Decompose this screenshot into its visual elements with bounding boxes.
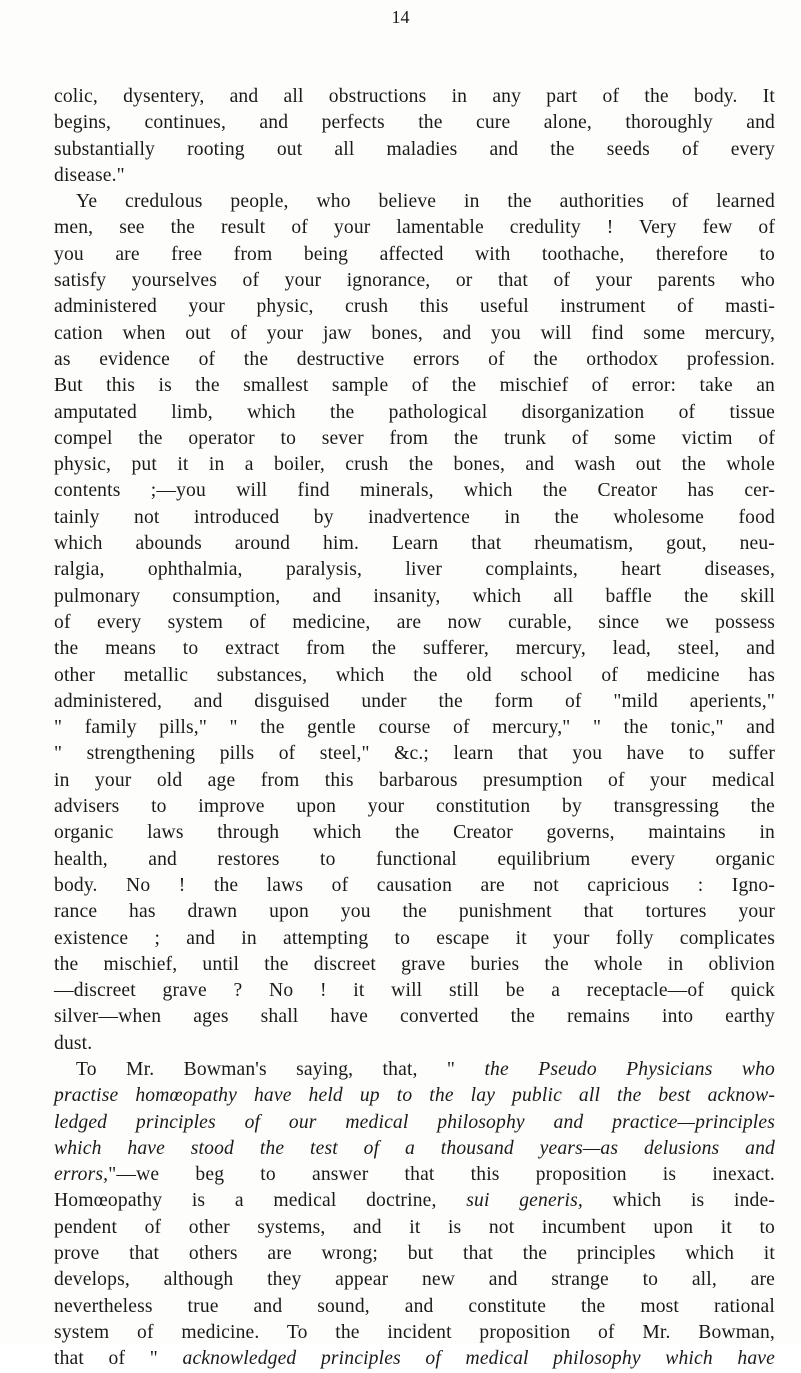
text-segment: that of " — [54, 1348, 183, 1370]
text-line — [54, 400, 775, 426]
text-line — [54, 189, 775, 215]
text-line — [54, 1162, 775, 1188]
text-segment: cation when out of your jaw bones, and you will find some mercury, — [54, 322, 775, 344]
text-line — [54, 110, 775, 136]
text-line — [54, 268, 775, 294]
text-segment: system of medicine. To the incident proposition of Mr. Bowman, — [54, 1321, 775, 1343]
text-segment: pulmonary consumption, and insanity, which all baffle the skill — [54, 585, 775, 607]
text-segment: pendent of other systems, and it is not incumbent upon it to — [54, 1216, 775, 1238]
text-segment: satisfy yourselves of your ignorance, or that of your parents who — [54, 270, 775, 292]
text-segment: Homœopathy is a medical doctrine, — [54, 1190, 467, 1212]
text-line — [54, 294, 775, 320]
text-line — [54, 1136, 775, 1162]
text-segment: body. No ! the laws of causation are not capricious : Igno- — [54, 874, 775, 896]
text-line — [54, 1031, 775, 1057]
text-line — [54, 137, 775, 163]
text-line — [54, 478, 775, 504]
text-segment: contents ;—you will find minerals, which the Creator has cer- — [54, 480, 775, 502]
text-line — [54, 426, 775, 452]
text-line — [54, 741, 775, 767]
text-segment: of every system of medicine, are now curable, since we possess — [54, 611, 775, 633]
italic-text-segment: ledged principles of our medical philosophy and practice—principles — [54, 1111, 775, 1133]
text-segment: health, and restores to functional equilibrium every organic — [54, 848, 775, 870]
text-line — [54, 163, 775, 189]
text-line — [54, 610, 775, 636]
text-line — [54, 1004, 775, 1030]
italic-text-segment: the Pseudo Physicians who — [484, 1058, 775, 1080]
text-line — [54, 1346, 775, 1372]
text-segment: prove that others are wrong; but that the principles which it — [54, 1243, 775, 1265]
text-segment: the mischief, until the discreet grave buries the whole in oblivion — [54, 953, 775, 975]
body-text — [54, 84, 775, 1373]
text-segment: men, see the result of your lamentable credulity ! Very few of — [54, 217, 775, 239]
text-line — [54, 1267, 775, 1293]
text-line — [54, 689, 775, 715]
text-line — [54, 1188, 775, 1214]
text-segment: amputated limb, which the pathological disorganization of tissue — [54, 401, 775, 423]
text-line — [54, 1110, 775, 1136]
text-line — [54, 1083, 775, 1109]
text-line — [54, 321, 775, 347]
text-segment: To Mr. Bowman's saying, that, " — [76, 1058, 485, 1080]
text-line — [54, 820, 775, 846]
page-number: 14 — [391, 7, 410, 27]
text-segment: organic laws through which the Creator governs, maintains in — [54, 822, 775, 844]
text-segment: rance has drawn upon you the punishment that tortures your — [54, 901, 775, 923]
italic-text-segment: sui generis, — [466, 1190, 583, 1212]
text-line — [54, 715, 775, 741]
text-segment: ralgia, ophthalmia, paralysis, liver complaints, heart diseases, — [54, 559, 775, 581]
text-line — [54, 1241, 775, 1267]
text-segment: which abounds around him. Learn that rheumatism, gout, neu- — [54, 533, 775, 555]
text-segment: physic, put it in a boiler, crush the bones, and wash out the whole — [54, 454, 775, 476]
text-segment: the means to extract from the sufferer, mercury, lead, steel, and — [54, 638, 775, 660]
text-segment: nevertheless true and sound, and constitute the most rational — [54, 1295, 775, 1317]
text-segment: " strengthening pills of steel," &c.; learn that you have to suffer — [54, 743, 775, 765]
text-segment: other metallic substances, which the old school of medicine has — [54, 664, 775, 686]
text-line — [54, 899, 775, 925]
text-line — [54, 215, 775, 241]
text-segment: silver—when ages shall have converted the remains into earthy — [54, 1006, 775, 1028]
text-segment: which is inde- — [582, 1190, 775, 1212]
text-segment: in your old age from this barbarous presumption of your medical — [54, 769, 775, 791]
text-segment: as evidence of the destructive errors of the orthodox profession. — [54, 348, 775, 370]
text-line — [54, 1294, 775, 1320]
text-line — [54, 505, 775, 531]
text-line — [54, 636, 775, 662]
text-line — [54, 952, 775, 978]
text-segment: administered your physic, crush this useful instrument of masti- — [54, 296, 775, 318]
text-segment: tainly not introduced by inadvertence in the wholesome food — [54, 506, 775, 528]
text-segment: you are free from being affected with toothache, therefore to — [54, 243, 775, 265]
text-segment: But this is the smallest sample of the mischief of error: take an — [54, 375, 775, 397]
text-segment: existence ; and in attempting to escape it your folly complicates — [54, 927, 775, 949]
text-line — [54, 768, 775, 794]
text-line — [54, 242, 775, 268]
text-line — [54, 452, 775, 478]
text-segment: —discreet grave ? No ! it will still be a receptacle—of quick — [54, 980, 775, 1002]
text-segment: compel the operator to sever from the trunk of some victim of — [54, 427, 775, 449]
italic-text-segment: practise homœopathy have held up to the lay public all the best acknow- — [54, 1085, 775, 1107]
italic-text-segment: acknowledged principles of medical philosophy which have — [182, 1348, 775, 1370]
text-segment: "—we beg to answer that this proposition is inexact. — [108, 1164, 775, 1186]
text-line — [54, 584, 775, 610]
italic-text-segment: errors, — [54, 1164, 109, 1186]
text-line — [54, 1320, 775, 1346]
text-line — [54, 663, 775, 689]
text-line — [54, 373, 775, 399]
text-line — [54, 1215, 775, 1241]
text-line — [54, 847, 775, 873]
text-line — [54, 873, 775, 899]
text-segment: " family pills," " the gentle course of mercury," " the tonic," and — [54, 717, 775, 739]
text-segment: dust. — [54, 1032, 93, 1054]
text-segment: disease." — [54, 164, 125, 186]
text-segment: colic, dysentery, and all obstructions in any part of the body. It — [54, 86, 775, 107]
text-segment: advisers to improve upon your constitution by transgressing the — [54, 796, 775, 818]
text-segment: develops, although they appear new and strange to all, are — [54, 1269, 775, 1291]
text-line — [54, 926, 775, 952]
text-line — [54, 557, 775, 583]
text-line — [54, 531, 775, 557]
italic-text-segment: which have stood the test of a thousand years—as delusions and — [54, 1137, 775, 1159]
text-line — [54, 84, 775, 110]
text-line — [54, 978, 775, 1004]
text-segment: substantially rooting out all maladies and the seeds of every — [54, 138, 775, 160]
text-segment: administered, and disguised under the form of "mild aperients," — [54, 690, 775, 712]
text-segment: begins, continues, and perfects the cure alone, thoroughly and — [54, 112, 775, 134]
text-segment: Ye credulous people, who believe in the authorities of learned — [76, 191, 775, 213]
text-line — [54, 347, 775, 373]
text-line — [54, 1057, 775, 1083]
text-line — [54, 794, 775, 820]
